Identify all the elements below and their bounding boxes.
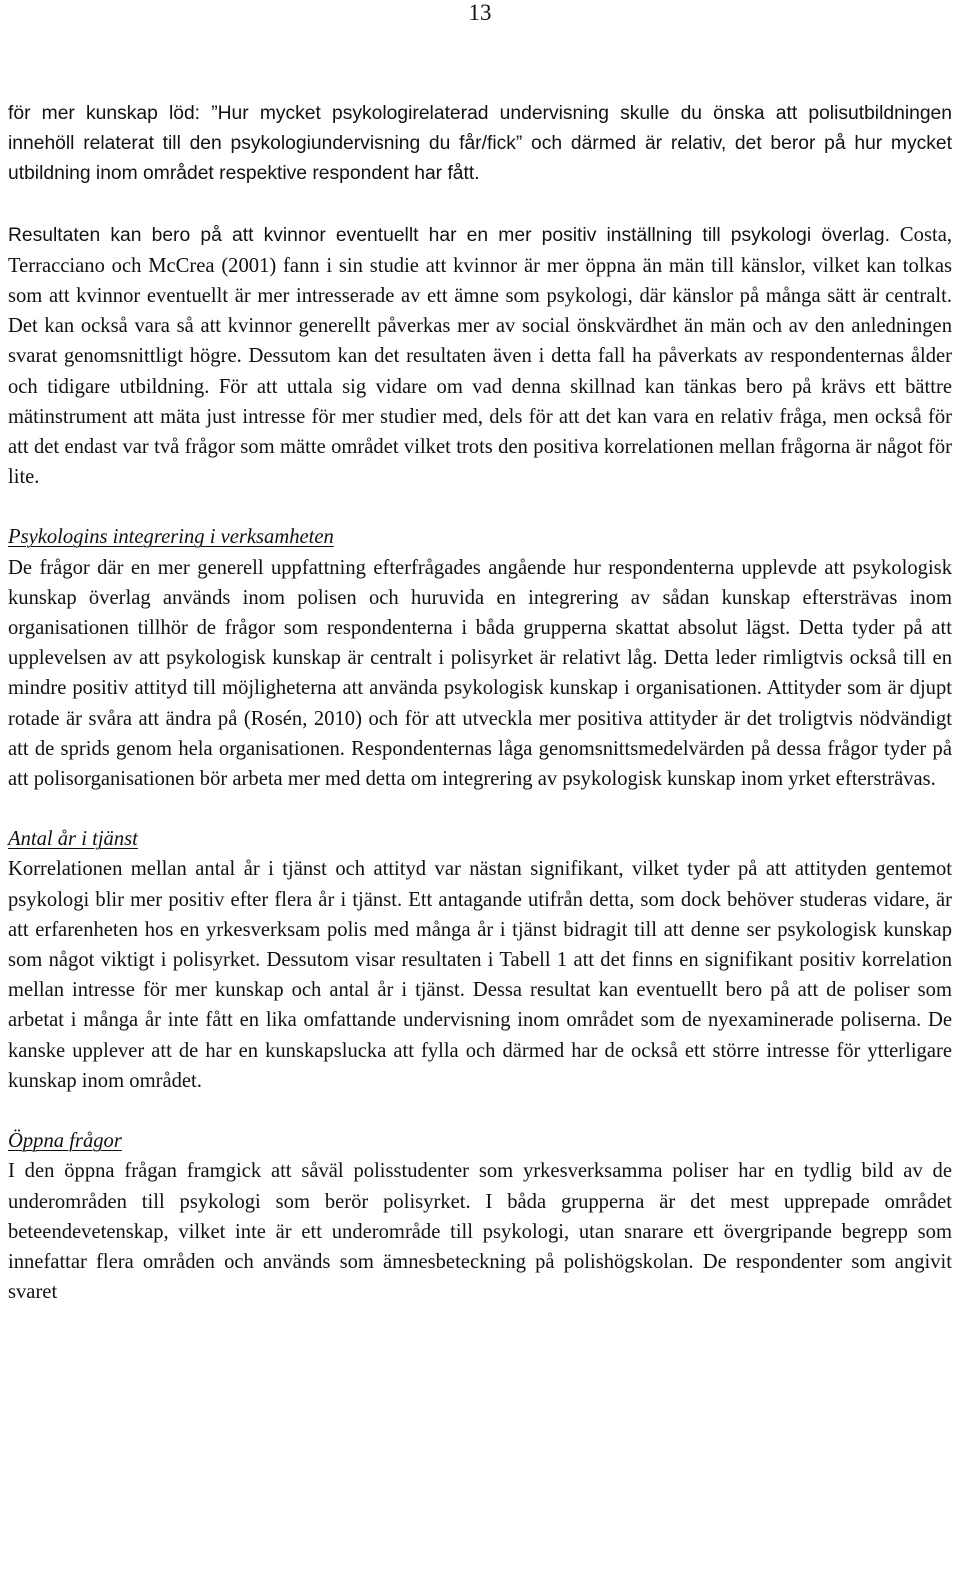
paragraph-spacer [8,190,952,220]
integration-paragraph: De frågor där en mer generell uppfattning efterfrågades angående hur respondenterna upplevde att psykologisk kunskap överlag används inom polisen och huruvida en integrering av sådan kunskap eftersträvas inom organisationen tillhör de frågor som respondenterna i båda grupperna skattat absolut lägst. Detta tyder på att upplevelsen av att psykologisk kunskap är centralt i polisyrket är relativt låg. Detta leder rimligtvis också till en mindre positiv attityd till möjligheterna att använda psykologisk kunskap i organisationen. Attityder som är djupt rotade är svåra att ändra på (Rosén, 2010) och för att utveckla mer positiva attityder är det troligtvis nödvändigt att de sprids genom hela organisationen. Respondenternas låga genomsnittsmedelvärden på dessa frågor tyder på att polisorganisationen bör arbeta mer med detta om integrering av psykologisk kunskap inom yrket eftersträvas. [8,556,952,791]
paragraph-spacer [8,492,952,522]
years-paragraph: Korrelationen mellan antal år i tjänst och attityd var nästan signifikant, vilket tyder på att attityden gentemot psykologi blir mer positiv efter flera år i tjänst. Ett antagande utifrån detta, som dock behöver studeras vidare, är att erfarenheten hos en yrkesverksam polis med många år i tjänst bidragit till att denne ser psykologisk kunskap som något viktigt i polisyrket. Dessutom visar resultaten i Tabell 1 att det finns en signifikant positiv korrelation mellan intresse för mer kunskap och antal år i tjänst. Dessa resultat kan eventuellt bero på att de poliser som arbetat i många år inte fått en lika omfattande undervisning inom området som de nyexaminerade poliserna. De kanske upplever att de har en kunskapslucka att fylla och därmed har de också ett större intresse för ytterligare kunskap inom området. [8,858,952,1092]
intro-paragraph: för mer kunskap löd: ”Hur mycket psykologirelaterad undervisning skulle du önska att polisutbildningen innehöll relaterat till den psykologiundervisning du får/fick” och därmed är relativ, det beror på hur mycket utbildning inom området respektive respondent har fått. [8,103,952,185]
open-questions-paragraph: I den öppna frågan framgick att såväl polisstudenter som yrkesverksamma poliser har en tydlig bild av de underområden till psykologi som berör polisyrket. I båda grupperna är det mest upprepade området beteendevetenskap, vilket inte är ett underområde till psykologi, utan snarare ett övergripande begrepp som innefattar flera områden och används som ämnesbeteckning på polishögskolan. De respondenter som angivit svaret [8,1160,952,1304]
results-paragraph [8,220,952,493]
document-body [8,99,952,1307]
integration-heading: Psykologins integrering i verksamheten [8,526,334,549]
paragraph-spacer [8,1096,952,1126]
results-sentence-sans: Resultaten kan bero på att kvinnor eventuellt har en mer positiv inställning till psykologi överlag. [8,224,890,246]
open-questions-heading: Öppna frågor [8,1130,122,1153]
results-sentence-serif: Costa, Terracciano och McCrea (2001) fann i sin studie att kvinnor är mer öppna än män till känslor, vilket kan tolkas som att kvinnor eventuellt är mer intresserade av ett ämne som psykologi, där känslor på många sätt är centralt. Det kan också vara så att kvinnor generellt påverkas mer av social önskvärdhet än män och av den anledningen svarat genomsnittligt högre. Dessutom kan det resultaten även i detta fall ha påverkats av respondenternas ålder och tidigare utbildning. För att uttala sig vidare om vad denna skillnad kan tänkas bero på krävs ett bättre mätinstrument att mäta just intresse för mer studier med, dels för att det kan vara en relativ fråga, men också för att det endast var två frågor som mätte området vilket trots den positiva korrelationen mellan frågorna är något för lite. [8,223,952,489]
paragraph-spacer [8,794,952,824]
years-heading: Antal år i tjänst [8,828,138,851]
page-number: 13 [468,0,492,25]
